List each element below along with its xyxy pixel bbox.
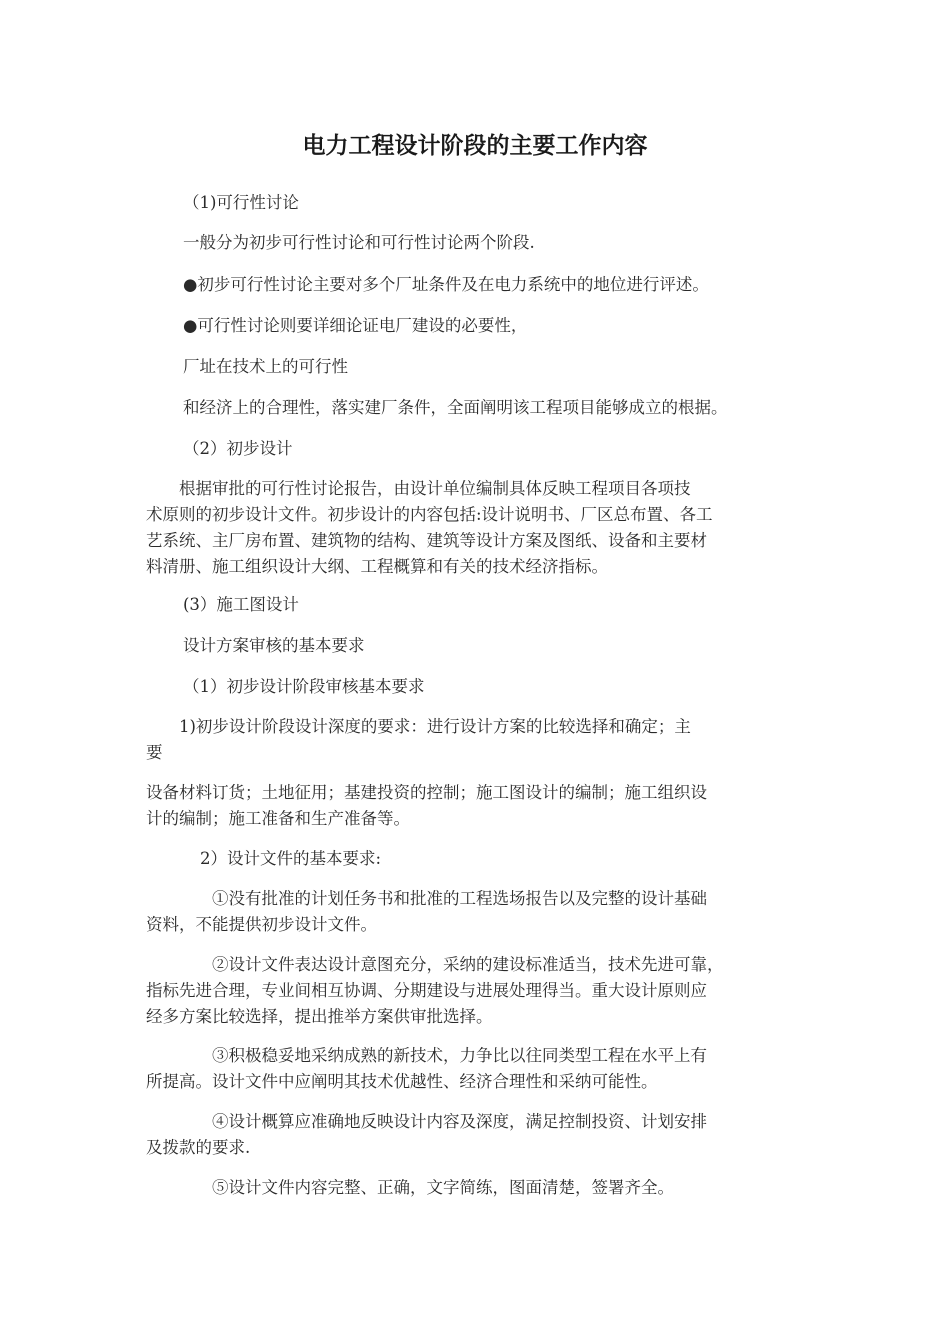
text-line: 所提高。设计文件中应阐明其技术优越性、经济合理性和采纳可能性。 xyxy=(146,1072,658,1091)
text-line: ③积极稳妥地采纳成熟的新技术，力争比以往同类型工程在水平上有 xyxy=(146,1046,707,1065)
text-line: 设备材料订货；土地征用；基建投资的控制；施工图设计的编制；施工组织设 xyxy=(146,783,707,802)
document-title: 电力工程设计阶段的主要工作内容 xyxy=(302,133,648,159)
paragraph-requirement-3 xyxy=(146,1043,814,1095)
paragraph-requirement-2 xyxy=(146,952,814,1030)
text-line: ④设计概算应准确地反映设计内容及深度，满足控制投资、计划安排 xyxy=(146,1112,707,1131)
text-line: 计的编制；施工准备和生产准备等。 xyxy=(146,809,410,828)
paragraph-construction-drawing-heading: (3）施工图设计 xyxy=(183,595,299,614)
paragraph-requirement-5 xyxy=(146,1175,814,1201)
paragraph-preliminary-feasibility: ●初步可行性讨论主要对多个厂址条件及在电力系统中的地位进行评述。 xyxy=(183,275,709,294)
paragraph-feasibility-heading: （1)可行性讨论 xyxy=(183,193,299,212)
paragraph-preliminary-design-heading: （2）初步设计 xyxy=(183,439,293,458)
text-line: 要 xyxy=(146,743,163,762)
paragraph-review-requirements-heading: 设计方案审核的基本要求 xyxy=(183,636,365,655)
text-line: ⑤设计文件内容完整、正确，文字简练，图面清楚，签署齐全。 xyxy=(146,1178,674,1197)
paragraph-feasibility-stages: 一般分为初步可行性讨论和可行性讨论两个阶段. xyxy=(183,233,535,252)
text-line: 经多方案比较选择，提出推举方案供审批选择。 xyxy=(146,1007,493,1026)
text-line: 资料，不能提供初步设计文件。 xyxy=(146,915,377,934)
text-line: ②设计文件表达设计意图充分，采纳的建设标准适当，技术先进可靠， xyxy=(146,955,724,974)
paragraph-design-file-requirements-heading: 2）设计文件的基本要求: xyxy=(200,849,382,868)
text-line: 术原则的初步设计文件。初步设计的内容包括:设计说明书、厂区总布置、各工 xyxy=(146,505,713,524)
text-line: 指标先进合理，专业间相互协调、分期建设与进展处理得当。重大设计原则应 xyxy=(146,981,707,1000)
text-line: 及拨款的要求. xyxy=(146,1138,251,1157)
paragraph-preliminary-review-heading: （1）初步设计阶段审核基本要求 xyxy=(183,677,425,696)
text-line: 1)初步设计阶段设计深度的要求：进行设计方案的比较选择和确定；主 xyxy=(146,717,691,736)
text-line: 根据审批的可行性讨论报告，由设计单位编制具体反映工程项目各项技 xyxy=(146,479,691,498)
text-line: ①没有批准的计划任务书和批准的工程选场报告以及完整的设计基础 xyxy=(146,889,707,908)
paragraph-equipment-procurement xyxy=(146,780,814,832)
paragraph-site-technical: 厂址在技术上的可行性 xyxy=(183,357,348,376)
paragraph-design-depth xyxy=(146,714,814,766)
paragraph-feasibility-necessity: ●可行性讨论则要详细论证电厂建设的必要性， xyxy=(183,316,528,335)
paragraph-requirement-4 xyxy=(146,1109,814,1161)
text-line: 料清册、施工组织设计大纲、工程概算和有关的技术经济指标。 xyxy=(146,557,608,576)
text-line: 艺系统、主厂房布置、建筑物的结构、建筑等设计方案及图纸、设备和主要材 xyxy=(146,531,707,550)
paragraph-requirement-1 xyxy=(146,886,814,938)
paragraph-economic-rationality: 和经济上的合理性，落实建厂条件，全面阐明该工程项目能够成立的根据。 xyxy=(183,398,728,417)
paragraph-preliminary-design-body xyxy=(146,476,814,580)
